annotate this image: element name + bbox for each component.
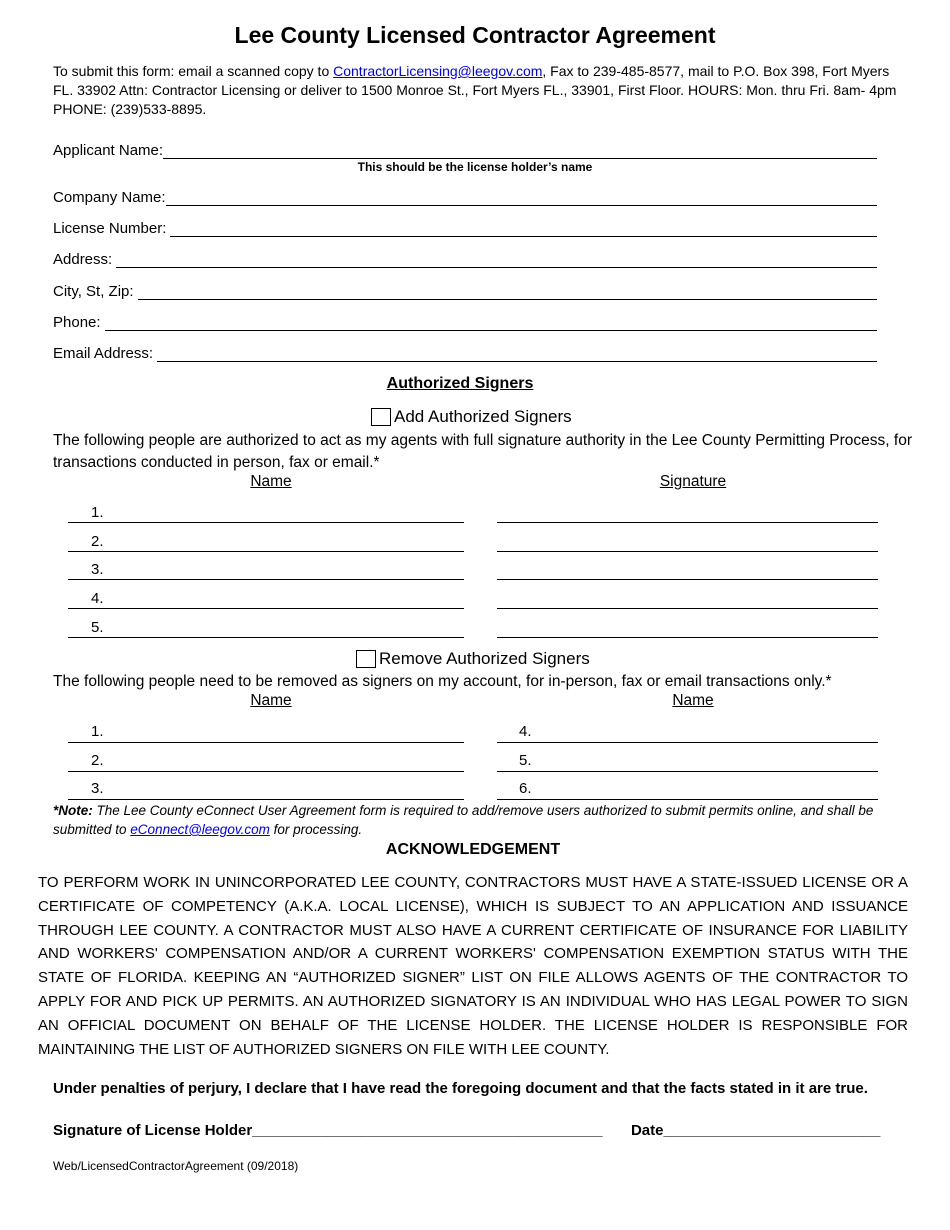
address-input[interactable] (116, 251, 877, 268)
remove-authorized-signers-option[interactable] (356, 649, 590, 669)
econnect-note (53, 801, 913, 839)
form-footer: Web/LicensedContractorAgreement (09/2018) (53, 1159, 299, 1173)
add-row-number: 4. (91, 590, 104, 607)
email-address-label: Email Address: (53, 345, 154, 362)
remove-name-line[interactable] (68, 799, 464, 800)
acknowledgement-text: TO PERFORM WORK IN UNINCORPORATED LEE COUNTY, CONTRACTORS MUST HAVE A STATE-ISSUED LICENSE OR A CERTIFICATE OF COMPETENCY (A.K.A. LOCAL LICENSE), WHICH IS SUBJECT TO AN APPLICATION AND ISSUANCE THROUGH LEE COUNTY. A CONTRACTOR MUST ALSO HAVE A CURRENT CERTIFICATE OF INSURANCE FOR LIABILITY AND WORKERS' COMPENSATION AND/OR A CURRENT WORKERS' COMPENSATION EXEMPTION STATUS WITH THE STATE OF FLORIDA. KEEPING AN “AUTHORIZED SIGNER” LIST ON FILE ALLOWS AGENTS OF THE CONTRACTOR TO APPLY FOR AND PICK UP PERMITS. AN AUTHORIZED SIGNATORY IS AN INDIVIDUAL WHO HAS LEGAL POWER TO SIGN AN OFFICIAL DOCUMENT ON BEHALF OF THE LICENSE HOLDER. THE LICENSE HOLDER IS RESPONSIBLE FOR MAINTAINING THE LIST OF AUTHORIZED SIGNERS ON FILE WITH LEE COUNTY. (38, 874, 908, 1058)
company-name-input[interactable] (166, 189, 877, 206)
intro-text-cont: , Fax to 239-485-8577, mail to P.O. Box 398, Fort Myers FL. 33902 Attn: Contractor Licensing or deliver to 1500 Monroe St., Fort Myers FL., 33901, First Floor. HOURS: Mon. thru Fri. 8am- 4pm PHONE: (239)533-8895. (53, 63, 897, 117)
company-name-label: Company Name: (53, 189, 166, 206)
date-line[interactable]: __________________________ (663, 1122, 881, 1139)
submission-instructions (53, 62, 913, 119)
add-authorized-signers-checkbox[interactable] (371, 408, 391, 426)
company-name-field[interactable] (53, 186, 877, 206)
econnect-email-link[interactable]: eConnect@leegov.com (130, 822, 270, 837)
email-address-field[interactable] (53, 342, 877, 362)
page-title: Lee County Licensed Contractor Agreement (234, 22, 716, 48)
add-signature-line[interactable] (497, 522, 878, 523)
add-row-number: 3. (91, 561, 104, 578)
add-signature-line[interactable] (497, 637, 878, 638)
note-suffix: for processing. (269, 822, 363, 837)
license-number-field[interactable] (53, 217, 877, 237)
remove-name-line[interactable] (497, 742, 878, 743)
note-text: The Lee County eConnect User Agreement form is required to add/remove users authorized to submit permits online, and shall be submitted to (53, 803, 874, 837)
applicant-name-input[interactable] (163, 142, 877, 159)
phone-input[interactable] (105, 314, 877, 331)
remove-authorized-signers-label: Remove Authorized Signers (379, 649, 590, 668)
acknowledgement-heading: ACKNOWLEDGEMENT (385, 841, 561, 858)
add-row-number: 1. (91, 504, 104, 521)
city-state-zip-field[interactable] (53, 280, 877, 300)
add-signers-description: The following people are authorized to act as my agents with full signature authority in the Lee County Permitting Process, for transactions conducted in person, fax or email.* (53, 432, 912, 471)
add-signature-column-header: Signature (659, 473, 727, 490)
remove-row-number: 6. (519, 780, 532, 797)
perjury-statement: Under penalties of perjury, I declare that I have read the foregoing document and that the facts stated in it are true. (53, 1080, 868, 1097)
signature-row (53, 1122, 880, 1139)
add-signature-line[interactable] (497, 551, 878, 552)
remove-right-name-column-header: Name (672, 692, 714, 709)
remove-signers-description: The following people need to be removed as signers on my account, for in-person, fax or email transactions only.* (53, 673, 832, 690)
authorized-signers-heading: Authorized Signers (386, 375, 534, 392)
add-signature-line[interactable] (497, 608, 878, 609)
email-address-input[interactable] (157, 345, 877, 362)
remove-row-number: 4. (519, 723, 532, 740)
remove-authorized-signers-checkbox[interactable] (356, 650, 376, 668)
remove-row-number: 1. (91, 723, 104, 740)
license-number-label: License Number: (53, 220, 167, 237)
add-name-column-header: Name (250, 473, 292, 490)
remove-name-line[interactable] (497, 799, 878, 800)
signature-line[interactable]: __________________________________________ (252, 1122, 603, 1139)
note-prefix: *Note: (53, 803, 93, 818)
add-signature-line[interactable] (497, 579, 878, 580)
add-authorized-signers-label: Add Authorized Signers (394, 407, 572, 426)
applicant-name-label: Applicant Name: (53, 142, 164, 159)
phone-label: Phone: (53, 314, 101, 331)
remove-row-number: 3. (91, 780, 104, 797)
remove-row-number: 5. (519, 752, 532, 769)
applicant-name-hint: This should be the license holder’s name (357, 160, 593, 174)
add-name-line[interactable] (68, 522, 464, 523)
address-label: Address: (53, 251, 113, 268)
remove-name-line[interactable] (497, 771, 878, 772)
date-label: Date (630, 1122, 664, 1139)
add-name-line[interactable] (68, 608, 464, 609)
add-name-line[interactable] (68, 637, 464, 638)
address-field[interactable] (53, 248, 877, 268)
license-number-input[interactable] (170, 220, 877, 237)
applicant-name-field[interactable] (53, 139, 877, 159)
add-row-number: 2. (91, 533, 104, 550)
intro-text: To submit this form: email a scanned copy to (53, 63, 334, 79)
remove-left-name-column-header: Name (250, 692, 292, 709)
remove-name-line[interactable] (68, 742, 464, 743)
remove-row-number: 2. (91, 752, 104, 769)
city-state-zip-label: City, St, Zip: (53, 283, 134, 300)
add-name-line[interactable] (68, 551, 464, 552)
add-authorized-signers-option[interactable] (371, 407, 572, 427)
contractor-licensing-email-link[interactable]: ContractorLicensing@leegov.com (333, 63, 543, 79)
city-state-zip-input[interactable] (138, 283, 877, 300)
add-row-number: 5. (91, 619, 104, 636)
remove-name-line[interactable] (68, 771, 464, 772)
add-name-line[interactable] (68, 579, 464, 580)
signature-label: Signature of License Holder (53, 1122, 253, 1139)
phone-field[interactable] (53, 311, 877, 331)
